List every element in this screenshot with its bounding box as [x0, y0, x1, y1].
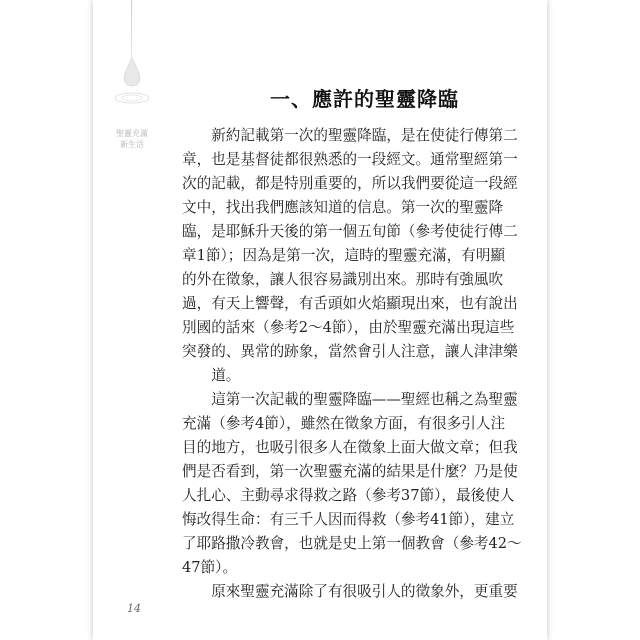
text-line: 這第一次記載的聖靈降臨——聖經也稱之為聖靈 [211, 391, 518, 408]
text-line: 章1節）；因為是第一次，這時的聖靈充滿，有明顯 [182, 247, 506, 264]
text-line: 悔改得生命：有三千人因而得救（參考41節），建立 [182, 511, 515, 528]
text-line: 人扎心、主動尋求得救之路（參考37節），最後使人 [182, 487, 515, 504]
paragraph-1 [182, 124, 518, 388]
text-line: 過，有天上響聲，有舌頭如火焰顯現出來，也有說出 [182, 295, 518, 312]
text-line: 了耶路撒冷教會，也就是史上第一個教會（參考42～ [182, 535, 522, 552]
paragraph-3 [182, 580, 518, 604]
text-line: 突發的、異常的跡象，當然會引人注意，讓人津津樂 [182, 343, 518, 360]
text-line: 臨，是耶穌升天後的第一個五旬節（參考使徒行傳二 [182, 223, 518, 240]
series-label-line1: 聖靈充滿 [116, 129, 148, 138]
text-line: 原來聖靈充滿除了有很吸引人的徵象外，更重要 [211, 583, 518, 600]
text-line: 文中，找出我們應該知道的信息。第一次的聖靈降 [182, 199, 504, 216]
water-drop-icon [113, 54, 151, 114]
text-line: 們是否看到，第一次聖靈充滿的結果是什麼？乃是使 [182, 463, 518, 480]
body-text [182, 124, 522, 604]
text-line: 目的地方，也吸引很多人在徵象上面大做文章；但我 [182, 439, 518, 456]
paragraph-2 [182, 388, 522, 580]
text-line: 充滿（參考4節），雖然在徵象方面，有很多引人注 [182, 415, 506, 432]
chapter-title: 一、應許的聖靈降臨 [270, 87, 459, 111]
book-series-label [108, 128, 156, 150]
text-line: 的外在徵象，讓人很容易識別出來。那時有強風吹 [182, 271, 504, 288]
text-line: 新約記載第一次的聖靈降臨，是在使徒行傳第二 [211, 127, 518, 144]
drop-thread [131, 0, 132, 60]
text-line: 47節）。 [182, 559, 238, 576]
page-number: 14 [127, 602, 141, 615]
series-label-line2: 新生活 [120, 140, 144, 149]
text-line: 次的記載，都是特別重要的，所以我們要從這一段經 [182, 175, 518, 192]
text-line: 章，也是基督徒都很熟悉的一段經文。通常聖經第一 [182, 151, 518, 168]
text-line: 別國的話來（參考2～4節），由於聖靈充滿出現這些 [182, 319, 515, 336]
text-line: 道。 [211, 367, 241, 384]
